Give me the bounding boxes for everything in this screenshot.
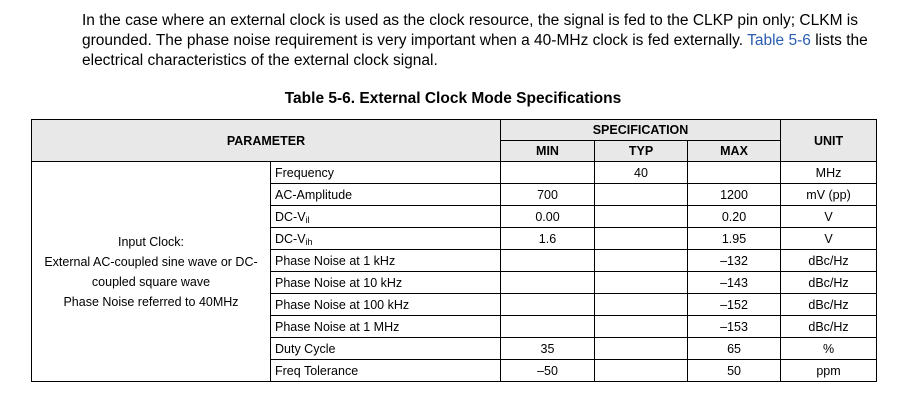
header-parameter: PARAMETER <box>32 120 501 162</box>
max-cell: –153 <box>688 316 781 338</box>
param-cell <box>271 206 501 228</box>
max-cell: 65 <box>688 338 781 360</box>
max-cell: –152 <box>688 294 781 316</box>
max-cell <box>688 162 781 184</box>
intro-paragraph <box>82 11 882 71</box>
min-cell <box>501 250 595 272</box>
param-cell: Phase Noise at 100 kHz <box>271 294 501 316</box>
max-cell: –132 <box>688 250 781 272</box>
header-max: MAX <box>688 141 781 162</box>
group-label-line: External AC-coupled sine wave or DC- <box>44 254 258 269</box>
param-cell <box>271 228 501 250</box>
unit-cell: MHz <box>781 162 877 184</box>
spec-table <box>31 119 877 382</box>
min-cell: 35 <box>501 338 595 360</box>
min-cell <box>501 162 595 184</box>
param-cell: Phase Noise at 1 kHz <box>271 250 501 272</box>
unit-cell: dBc/Hz <box>781 294 877 316</box>
unit-cell: % <box>781 338 877 360</box>
group-label-line: Phase Noise referred to 40MHz <box>63 294 239 309</box>
unit-cell: V <box>781 228 877 250</box>
typ-cell <box>595 228 688 250</box>
max-cell: 1200 <box>688 184 781 206</box>
table-row <box>32 162 877 184</box>
min-cell <box>501 294 595 316</box>
typ-cell <box>595 316 688 338</box>
max-cell: –143 <box>688 272 781 294</box>
unit-cell: mV (pp) <box>781 184 877 206</box>
typ-cell <box>595 360 688 382</box>
max-cell: 0.20 <box>688 206 781 228</box>
header-unit: UNIT <box>781 120 877 162</box>
typ-cell: 40 <box>595 162 688 184</box>
group-label <box>32 162 271 382</box>
max-cell: 50 <box>688 360 781 382</box>
param-cell: Phase Noise at 1 MHz <box>271 316 501 338</box>
table-reference-link[interactable]: Table 5-6 <box>747 32 811 49</box>
param-text: DC-V <box>275 209 306 224</box>
param-cell: AC-Amplitude <box>271 184 501 206</box>
unit-cell: dBc/Hz <box>781 316 877 338</box>
unit-cell: dBc/Hz <box>781 272 877 294</box>
typ-cell <box>595 338 688 360</box>
typ-cell <box>595 294 688 316</box>
intro-text-end: lists the electrical characteristics of the external clock signal. <box>82 32 868 69</box>
group-label-line: Input Clock: <box>117 234 184 249</box>
typ-cell <box>595 250 688 272</box>
param-cell: Phase Noise at 10 kHz <box>271 272 501 294</box>
min-cell: 0.00 <box>501 206 595 228</box>
max-cell: 1.95 <box>688 228 781 250</box>
param-text: DC-V <box>275 231 306 246</box>
min-cell <box>501 316 595 338</box>
unit-cell: dBc/Hz <box>781 250 877 272</box>
intro-text: In the case where an external clock is used as the clock resource, the signal is fed to the CLKP pin only; CLKM is grounded. The phase noise requirement is very important when a 40-MHz clock is fed externally. <box>82 12 858 49</box>
param-cell: Duty Cycle <box>271 338 501 360</box>
min-cell: –50 <box>501 360 595 382</box>
min-cell: 1.6 <box>501 228 595 250</box>
header-min: MIN <box>501 141 595 162</box>
param-subscript: ih <box>305 236 313 247</box>
unit-cell: ppm <box>781 360 877 382</box>
param-cell: Frequency <box>271 162 501 184</box>
typ-cell <box>595 272 688 294</box>
min-cell: 700 <box>501 184 595 206</box>
header-typ: TYP <box>595 141 688 162</box>
param-cell: Freq Tolerance <box>271 360 501 382</box>
group-label-line: coupled square wave <box>91 274 211 289</box>
table-caption: Table 5-6. External Clock Mode Specifications <box>284 90 622 107</box>
header-specification: SPECIFICATION <box>501 120 781 141</box>
param-subscript: il <box>305 214 310 225</box>
min-cell <box>501 272 595 294</box>
typ-cell <box>595 206 688 228</box>
typ-cell <box>595 184 688 206</box>
unit-cell: V <box>781 206 877 228</box>
